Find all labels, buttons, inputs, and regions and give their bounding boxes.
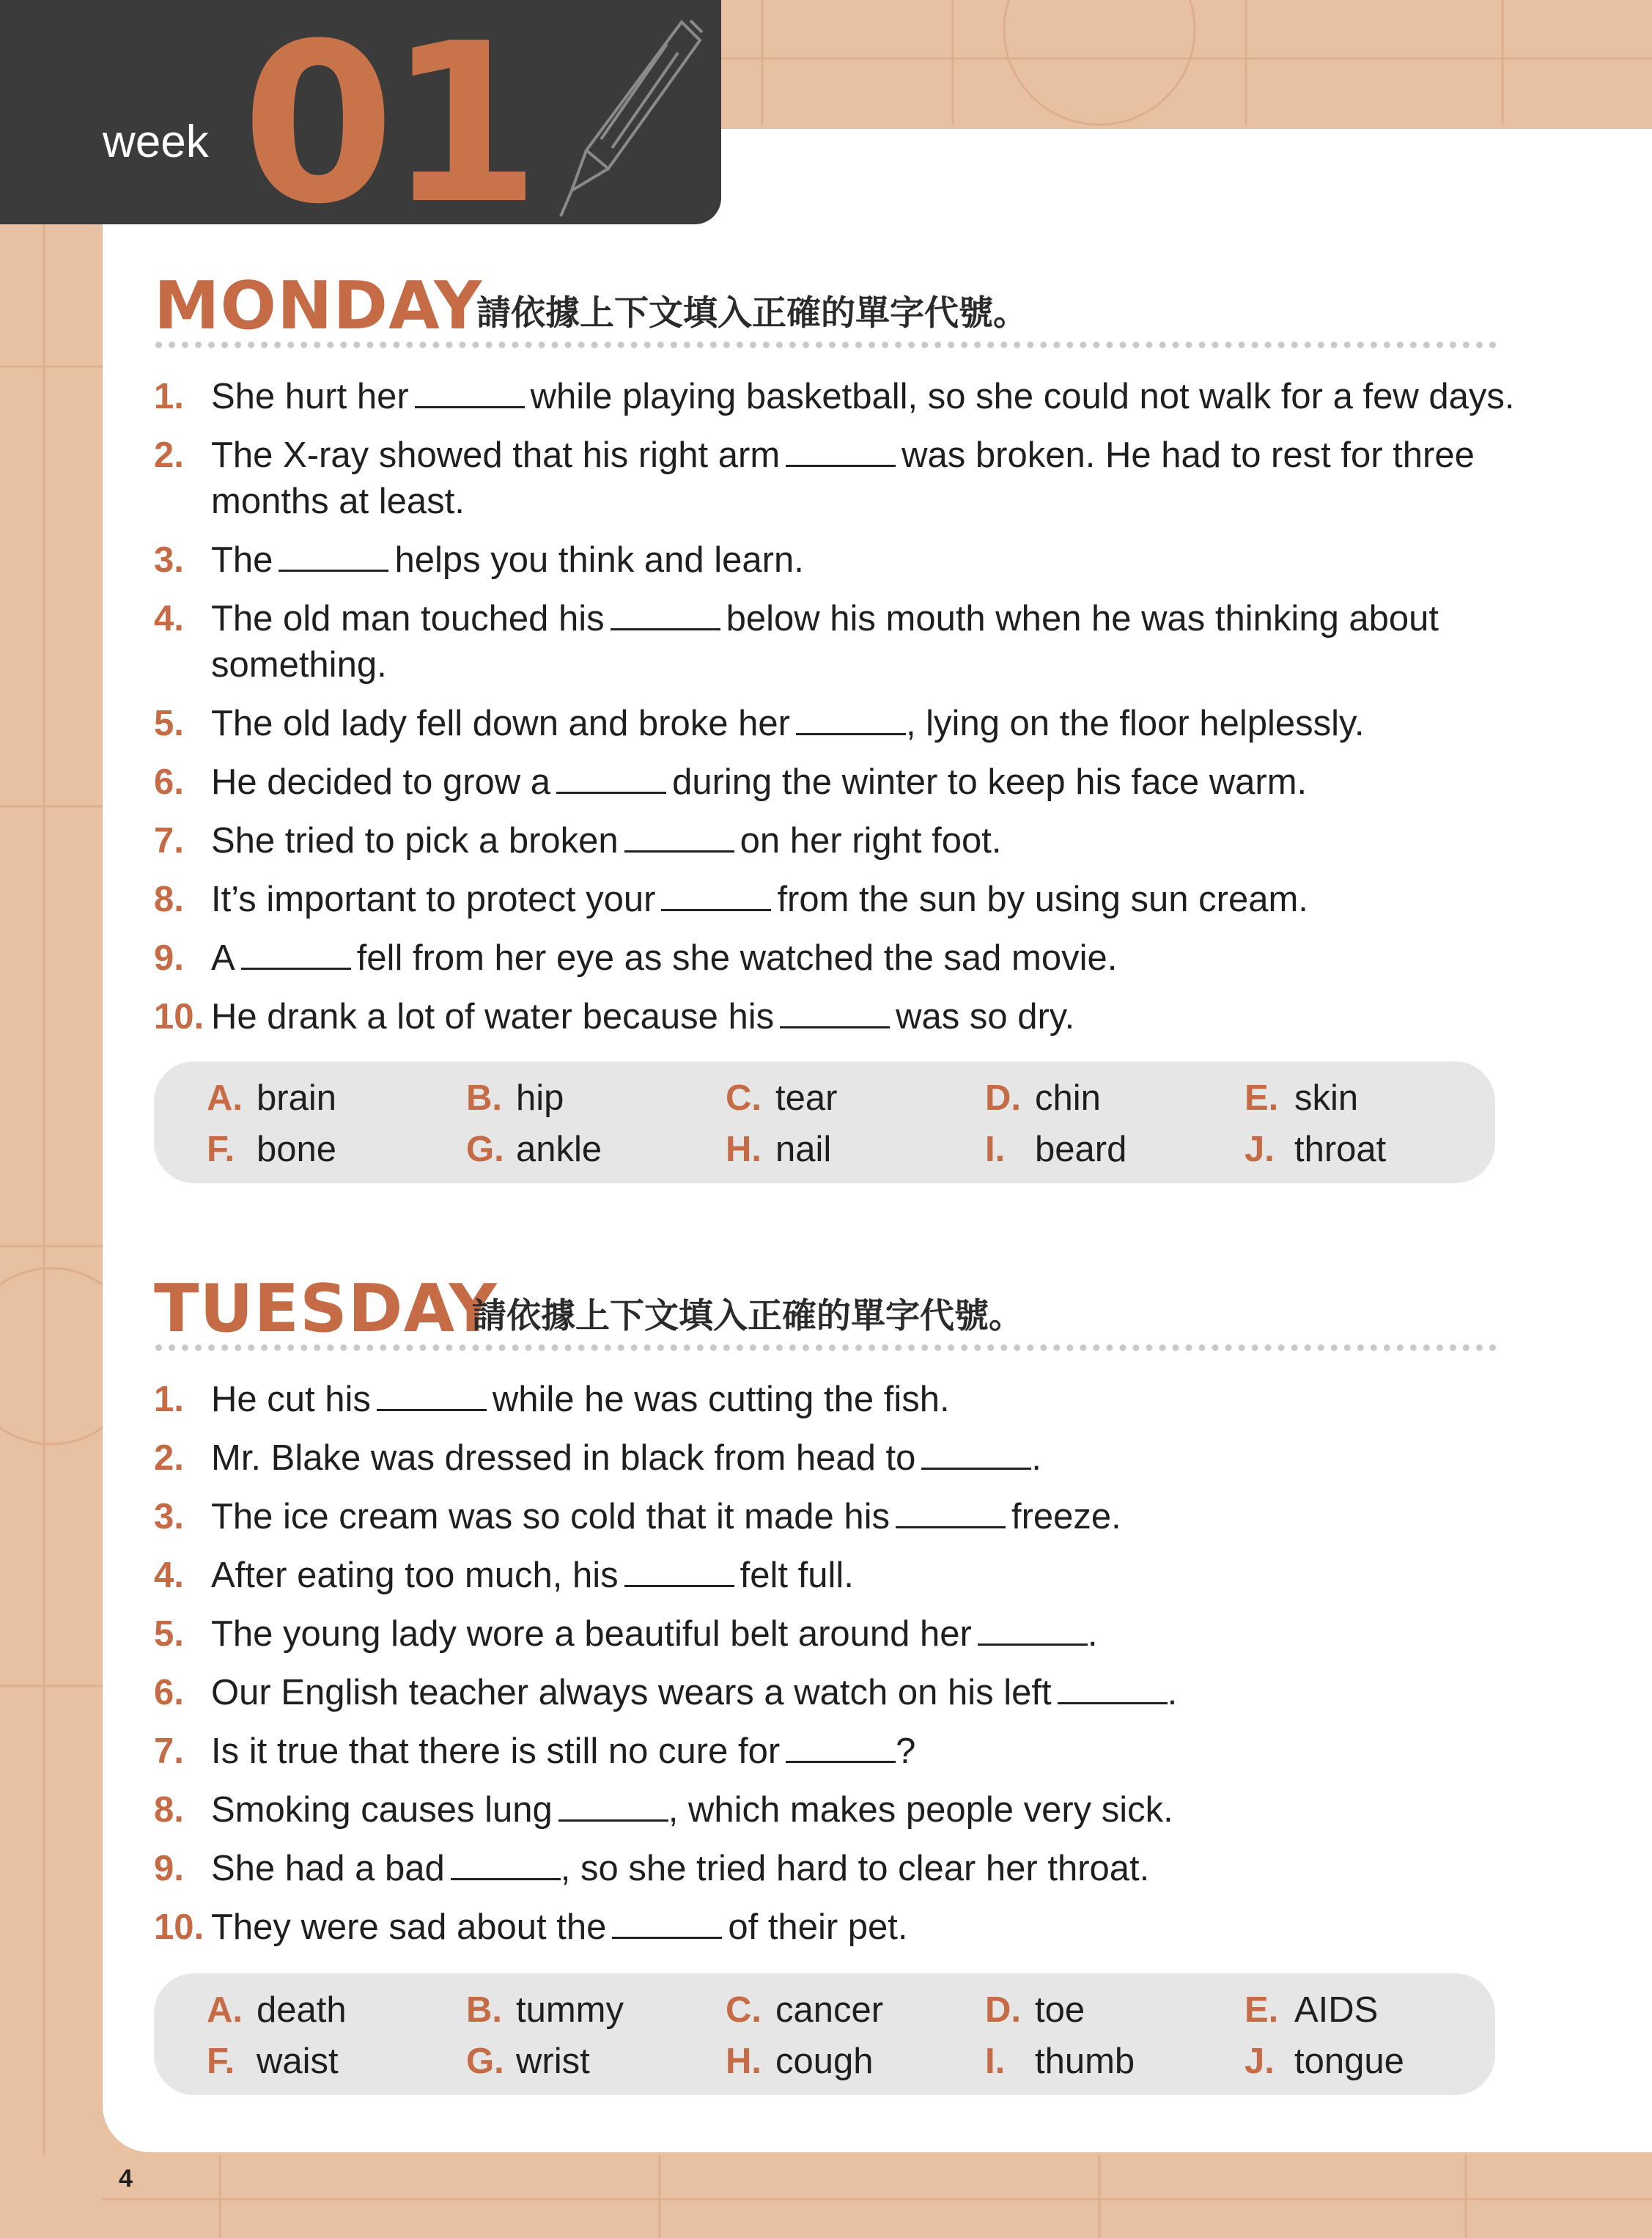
question-text-before: Is it true that there is still no cure for [211,1731,781,1771]
option-item [207,1988,347,2032]
option-item [207,2039,339,2083]
question-text-before: Mr. Blake was dressed in black from head to [211,1438,916,1478]
option-letter: G. [466,1130,504,1169]
option-word: beard [1035,1130,1127,1169]
question-text-before: She tried to pick a broken [211,821,619,861]
question-text-after: , so she tried hard to clear her throat. [560,1849,1150,1888]
question-number: 3. [154,1497,184,1536]
page-number: 4 [119,2165,133,2193]
question-text-after: fell from her eye as she watched the sad movie. [356,938,1118,978]
tuesday-options-box [154,1973,1495,2095]
option-item [985,1988,1085,2032]
fountain-pen-icon [557,15,704,220]
question-text-before: After eating too much, his [211,1556,619,1595]
question-text [211,537,1568,584]
answer-blank[interactable] [279,537,388,572]
question-text [211,1787,1568,1833]
option-item [1244,2039,1404,2083]
week-header-tab [0,0,721,252]
tuesday-title: TUESDAY [154,1270,498,1347]
option-letter: A. [207,1078,243,1118]
question-text-before: They were sad about the [211,1907,607,1947]
question-text-after: , lying on the floor helplessly. [905,704,1365,743]
option-item [985,2039,1135,2083]
tuesday-divider [155,1344,1497,1351]
worksheet-paper-top [718,129,1652,217]
answer-blank[interactable] [624,1553,734,1587]
answer-blank[interactable] [780,994,890,1028]
question-item [154,994,1568,1040]
question-text-after: while playing basketball, so she could not walk for a few days. [530,377,1515,416]
question-number: 1. [154,377,184,416]
question-number: 2. [154,435,184,475]
option-letter: J. [1244,1130,1275,1169]
question-item [154,1846,1568,1892]
option-word: toe [1035,1990,1085,2030]
option-word: cancer [775,1990,884,2030]
answer-blank[interactable] [896,1494,1006,1528]
question-text-before: It’s important to protect your [211,880,656,919]
option-word: AIDS [1294,1990,1379,2030]
question-item [154,1787,1568,1833]
question-number: 5. [154,1614,184,1654]
question-text [211,374,1568,420]
question-text-before: The old lady fell down and broke her [211,704,790,743]
option-word: death [257,1990,347,2030]
option-word: nail [775,1130,832,1169]
question-text-after: below his mouth when he was thinking about something. [211,599,1439,685]
question-text [211,1670,1568,1716]
question-text-before: Smoking causes lung [211,1790,553,1830]
question-number: 7. [154,821,184,861]
question-text-before: The young lady wore a beautiful belt around her [211,1614,972,1654]
question-number: 8. [154,1790,184,1830]
option-item [985,1127,1126,1171]
question-item [154,1729,1568,1775]
question-item [154,537,1568,584]
question-text [211,1553,1568,1599]
answer-blank[interactable] [1058,1670,1168,1704]
question-item [154,1494,1568,1540]
question-text-before: The old man touched his [211,599,605,638]
question-text-after: on her right foot. [740,821,1002,861]
question-item [154,1611,1568,1657]
option-letter: H. [726,2042,762,2081]
answer-blank[interactable] [415,374,525,408]
option-letter: D. [985,1990,1021,2030]
question-text-after: was broken. He had to rest for three months at least. [211,435,1475,521]
option-word: wrist [516,2042,590,2081]
option-letter: I. [985,2042,1006,2081]
option-item [726,1127,831,1171]
question-text-after: while he was cutting the fish. [492,1380,950,1419]
option-item [466,1127,602,1171]
question-item [154,877,1568,923]
question-number: 8. [154,880,184,919]
option-word: ankle [516,1130,602,1169]
question-text-after: helps you think and learn. [394,540,804,580]
question-text-after: . [1087,1614,1098,1654]
answer-blank[interactable] [377,1377,487,1411]
question-item [154,374,1568,420]
answer-blank[interactable] [624,818,734,853]
option-item [1244,1988,1378,2032]
answer-blank[interactable] [661,877,771,911]
answer-blank[interactable] [786,1729,896,1763]
question-item [154,1670,1568,1716]
question-item [154,701,1568,747]
question-text [211,1494,1568,1540]
answer-blank[interactable] [786,432,896,467]
question-number: 5. [154,704,184,743]
question-number: 4. [154,1556,184,1595]
option-item [466,1076,564,1120]
question-number: 10. [154,997,204,1037]
answer-blank[interactable] [611,596,720,630]
question-text [211,1611,1568,1657]
option-letter: G. [466,2042,504,2081]
option-letter: E. [1244,1078,1279,1118]
option-word: hip [516,1078,564,1118]
option-item [466,2039,590,2083]
answer-blank[interactable] [612,1904,722,1939]
option-word: throat [1294,1130,1387,1169]
option-letter: C. [726,1990,762,2030]
question-number: 3. [154,540,184,580]
answer-blank[interactable] [241,935,351,970]
option-word: waist [257,2042,339,2081]
question-number: 6. [154,762,184,802]
monday-options-box [154,1061,1495,1183]
answer-blank[interactable] [558,1787,668,1822]
question-text-after: was so dry. [896,997,1075,1037]
question-text-after: during the winter to keep his face warm. [672,762,1308,802]
option-item [207,1127,336,1171]
tuesday-instruction: 請依據上下文填入正確的單字代號。 [472,1296,1023,1336]
option-letter: F. [207,2042,235,2081]
question-text [211,1904,1568,1951]
question-text [211,1435,1568,1481]
option-word: tummy [516,1990,624,2030]
option-word: thumb [1035,2042,1135,2081]
question-text [211,701,1568,747]
question-number: 7. [154,1731,184,1771]
question-item [154,1435,1568,1481]
option-word: bone [257,1130,337,1169]
question-item [154,596,1568,688]
question-item [154,1553,1568,1599]
question-text-after: of their pet. [728,1907,908,1947]
answer-blank[interactable] [921,1435,1031,1470]
option-item [466,1988,624,2032]
question-text [211,1846,1568,1892]
question-text [211,596,1568,688]
monday-divider [155,342,1497,348]
question-number: 10. [154,1907,204,1947]
answer-blank[interactable] [796,701,906,735]
question-text-before: A [211,938,235,978]
question-text-before: He drank a lot of water because his [211,997,775,1037]
question-number: 2. [154,1438,184,1478]
question-item [154,759,1568,806]
question-text-after: from the sun by using sun cream. [777,880,1308,919]
option-letter: C. [726,1078,762,1118]
question-text [211,759,1568,806]
question-item [154,1904,1568,1951]
week-number: 01 [242,0,534,252]
option-item [985,1076,1101,1120]
question-number: 1. [154,1380,184,1419]
question-text [211,1729,1568,1775]
question-item [154,432,1568,525]
question-text-after: . [1167,1673,1178,1712]
option-letter: A. [207,1990,243,2030]
option-word: tongue [1294,2042,1404,2081]
option-letter: H. [726,1130,762,1169]
question-number: 6. [154,1673,184,1712]
question-item [154,1377,1568,1423]
option-letter: F. [207,1130,235,1169]
question-item [154,935,1568,982]
option-item [1244,1076,1358,1120]
option-letter: B. [466,1078,502,1118]
option-word: cough [775,2042,874,2081]
answer-blank[interactable] [451,1846,561,1880]
question-text-before: She hurt her [211,377,409,416]
question-text-after: freeze. [1011,1497,1121,1536]
week-label: week [103,117,209,167]
question-item [154,818,1568,864]
question-number: 9. [154,938,184,978]
monday-instruction: 請依據上下文填入正確的單字代號。 [476,293,1028,334]
question-text [211,432,1568,525]
question-text-before: The [211,540,273,580]
option-word: tear [775,1078,838,1118]
question-text-before: She had a bad [211,1849,445,1888]
option-item [726,1988,883,2032]
question-text-before: The X-ray showed that his right arm [211,435,781,475]
question-text-before: He decided to grow a [211,762,551,802]
question-text-before: The ice cream was so cold that it made his [211,1497,890,1536]
question-text [211,818,1568,864]
monday-title: MONDAY [154,268,483,345]
option-item [207,1076,336,1120]
answer-blank[interactable] [978,1611,1088,1646]
question-text [211,1377,1568,1423]
answer-blank[interactable] [556,759,666,794]
option-word: brain [257,1078,336,1118]
option-letter: B. [466,1990,502,2030]
option-word: skin [1294,1078,1359,1118]
question-text-after: ? [896,1731,916,1771]
option-letter: I. [985,1130,1006,1169]
question-number: 9. [154,1849,184,1888]
option-letter: J. [1244,2042,1275,2081]
option-letter: E. [1244,1990,1279,2030]
question-text-before: He cut his [211,1380,371,1419]
option-word: chin [1035,1078,1101,1118]
option-item [1244,1127,1386,1171]
option-item [726,2039,874,2083]
question-text-after: . [1031,1438,1042,1478]
question-text [211,994,1568,1040]
question-text-before: Our English teacher always wears a watch on his left [211,1673,1052,1712]
question-text [211,935,1568,982]
option-letter: D. [985,1078,1021,1118]
question-text-after: felt full. [740,1556,854,1595]
question-text-after: , which makes people very sick. [668,1790,1173,1830]
question-text [211,877,1568,923]
question-number: 4. [154,599,184,638]
option-item [726,1076,837,1120]
